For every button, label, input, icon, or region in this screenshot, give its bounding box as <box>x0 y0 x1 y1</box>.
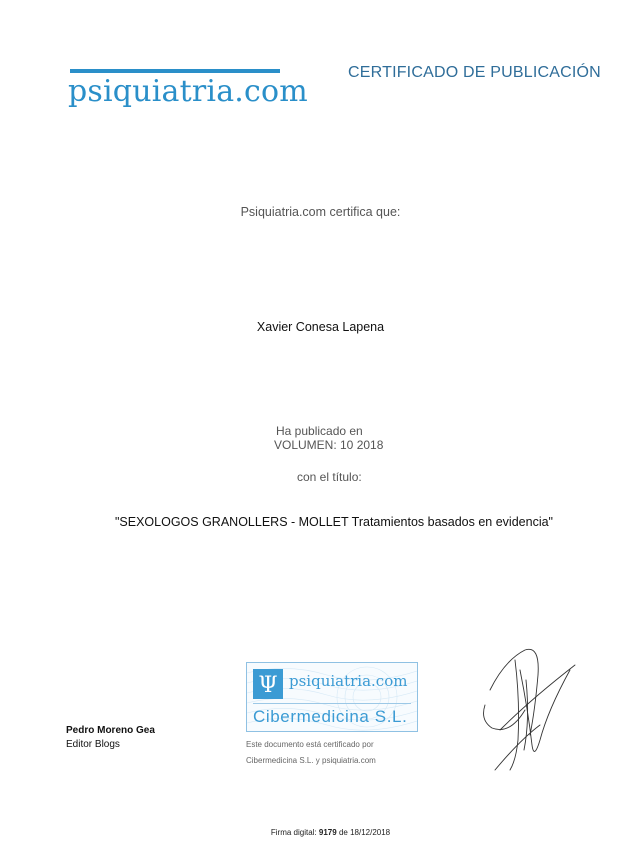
psi-icon <box>253 669 283 699</box>
firma-date: 18/12/2018 <box>350 828 391 837</box>
handwritten-signature <box>470 640 590 780</box>
svg-text:Ψ: Ψ <box>258 673 278 698</box>
article-title: "SEXOLOGOS GRANOLLERS - MOLLET Tratamientos basados en evidencia" <box>114 515 553 529</box>
psiquiatria-logo: psiquiatria.com <box>68 74 308 109</box>
firma-code: 9179 <box>318 828 337 837</box>
seal-brand-text: psiquiatria.com <box>289 672 408 690</box>
signer-name: Pedro Moreno Gea <box>66 725 155 736</box>
signer-role: Editor Blogs <box>66 739 120 750</box>
certification-seal <box>246 662 418 732</box>
document-title: CERTIFICADO DE PUBLICACIÓN <box>348 64 601 81</box>
volume-label: VOLUMEN: 10 2018 <box>274 438 384 452</box>
title-label: con el título: <box>297 470 362 484</box>
seal-note-line2: Cibermedicina S.L. y psiquiatria.com <box>246 756 376 765</box>
digital-signature-line <box>0 828 641 837</box>
seal-company-text: Cibermedicina S.L. <box>253 707 408 726</box>
seal-divider <box>253 703 411 704</box>
author-name: Xavier Conesa Lapena <box>256 320 385 334</box>
firma-connector: de <box>338 828 348 837</box>
certifies-statement: Psiquiatria.com certifica que: <box>240 205 401 219</box>
logo-underline-bar <box>70 69 280 73</box>
published-in-label: Ha publicado en <box>276 424 363 438</box>
seal-note-line1: Este documento está certificado por <box>246 740 374 749</box>
firma-prefix: Firma digital: <box>270 828 317 837</box>
